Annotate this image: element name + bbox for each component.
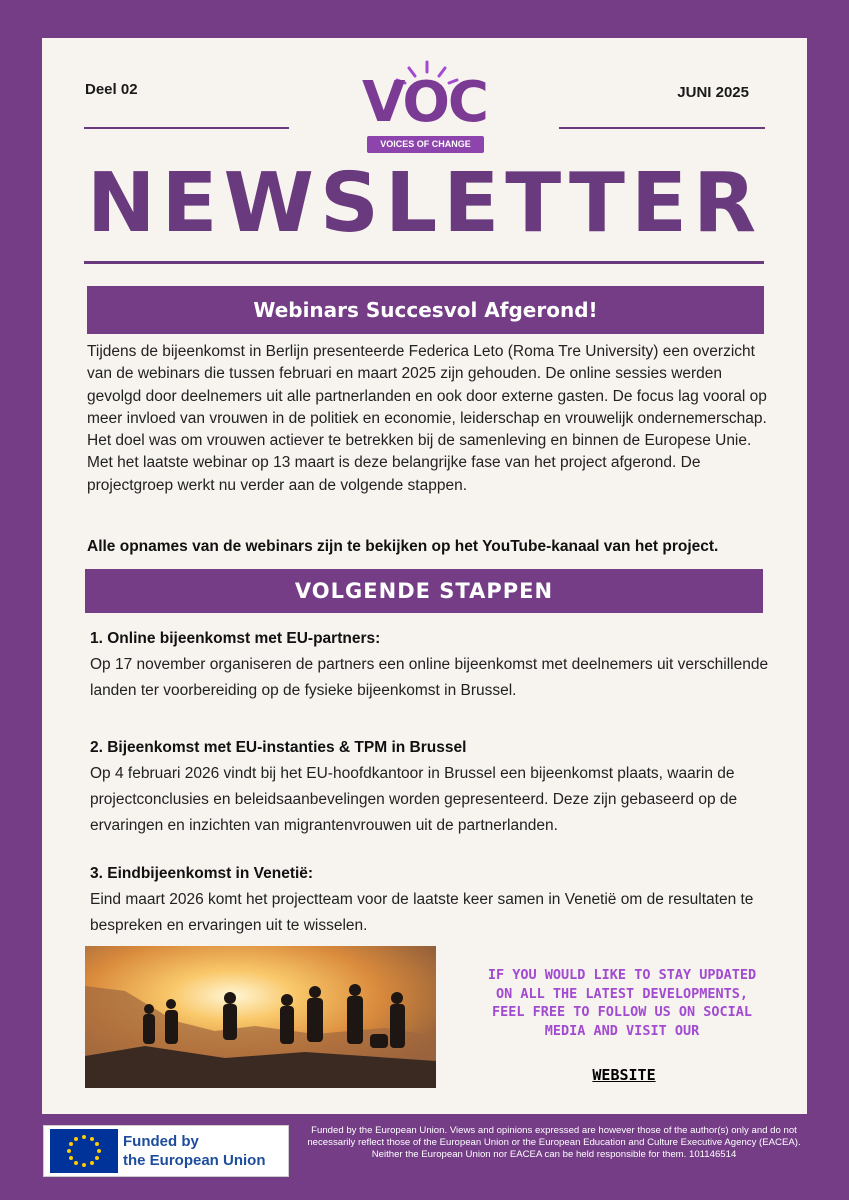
section-banner-webinars: Webinars Succesvol Afgerond! xyxy=(87,286,764,334)
masthead-title: NEWSLETTER xyxy=(86,156,763,251)
step-item xyxy=(90,735,780,839)
step-body: Eind maart 2026 komt het projectteam voor de laatste keer samen in Venetië om de resultaten te bespreken en ervaringen uit te wisselen. xyxy=(90,891,754,934)
masthead-rule xyxy=(84,261,764,264)
step-heading: 2. Bijeenkomst met EU-instanties & TPM in Brussel xyxy=(90,739,467,756)
social-cta-text: IF YOU WOULD LIKE TO STAY UPDATED ON ALL THE LATEST DEVELOPMENTS, FEEL FREE TO FOLLOW US ON SOCIAL MEDIA AND VISIT OUR xyxy=(487,967,757,1039)
funding-disclaimer: Funded by the European Union. Views and opinions expressed are however those of the author(s) only and do not necessarily reflect those of the European Union or the European Education and Culture Executive Agency (EACEA). Neither the European Union nor EACEA can be held responsible for them. 101146514 xyxy=(307,1125,801,1160)
team-sunset-photo xyxy=(85,946,436,1088)
eu-flag-icon xyxy=(50,1129,118,1173)
eu-funding-label xyxy=(123,1132,266,1170)
website-link[interactable]: WEBSITE xyxy=(592,1066,656,1084)
step-heading: 1. Online bijeenkomst met EU-partners: xyxy=(90,630,381,647)
eu-label-line-2: the European Union xyxy=(123,1152,266,1169)
webinars-body xyxy=(87,341,772,497)
eu-funding-badge xyxy=(43,1125,289,1177)
webinars-paragraph-2: Met het laatste webinar op 13 maart is deze belangrijke fase van het project afgerond. De projectgroep werkt nu verder aan de volgende stappen. xyxy=(87,454,701,494)
newsletter-page xyxy=(42,38,807,1114)
header-rule-left xyxy=(84,127,289,129)
header-rule-right xyxy=(559,127,765,129)
webinars-paragraph-1: Tijdens de bijeenkomst in Berlijn presenteerde Federica Leto (Roma Tre University) een overzicht van de webinars die tussen februari en maart 2025 zijn gehouden. De online sessies werden gevolgd door deelnemers uit alle partnerlanden en ook door externe gasten. De focus lag vooral op meer invloed van vrouwen in de politiek en economie, leiderschap en vrouwelijk ondernemerschap. Het doel was om vrouwen actiever te betrekken bij de samenleving en binnen de Europese Unie. xyxy=(87,343,767,450)
step-body: Op 17 november organiseren de partners een online bijeenkomst met deelnemers uit verschillende landen ter voorbereiding op de fysieke bijeenkomst in Brussel. xyxy=(90,656,769,699)
section-banner-next-steps: VOLGENDE STAPPEN xyxy=(85,569,763,613)
eu-label-line-1: Funded by xyxy=(123,1133,199,1150)
step-item xyxy=(90,861,780,939)
step-item xyxy=(90,626,780,704)
voc-logo xyxy=(357,68,497,158)
step-body: Op 4 februari 2026 vindt bij het EU-hoofdkantoor in Brussel een bijeenkomst plaats, waarin de projectconclusies en beleidsaanbevelingen worden gepresenteerd. Deze zijn gebaseerd op de ervaringen en inzichten van migrantenvrouwen uit de partnerlanden. xyxy=(90,765,738,834)
issue-number: Deel 02 xyxy=(85,81,138,98)
logo-wordmark: VOC xyxy=(361,70,488,135)
logo-tagline: VOICES OF CHANGE xyxy=(367,136,484,153)
issue-date: JUNI 2025 xyxy=(677,84,749,101)
step-heading: 3. Eindbijeenkomst in Venetië: xyxy=(90,865,314,882)
recordings-notice: Alle opnames van de webinars zijn te bekijken op het YouTube-kanaal van het project. xyxy=(87,538,719,555)
